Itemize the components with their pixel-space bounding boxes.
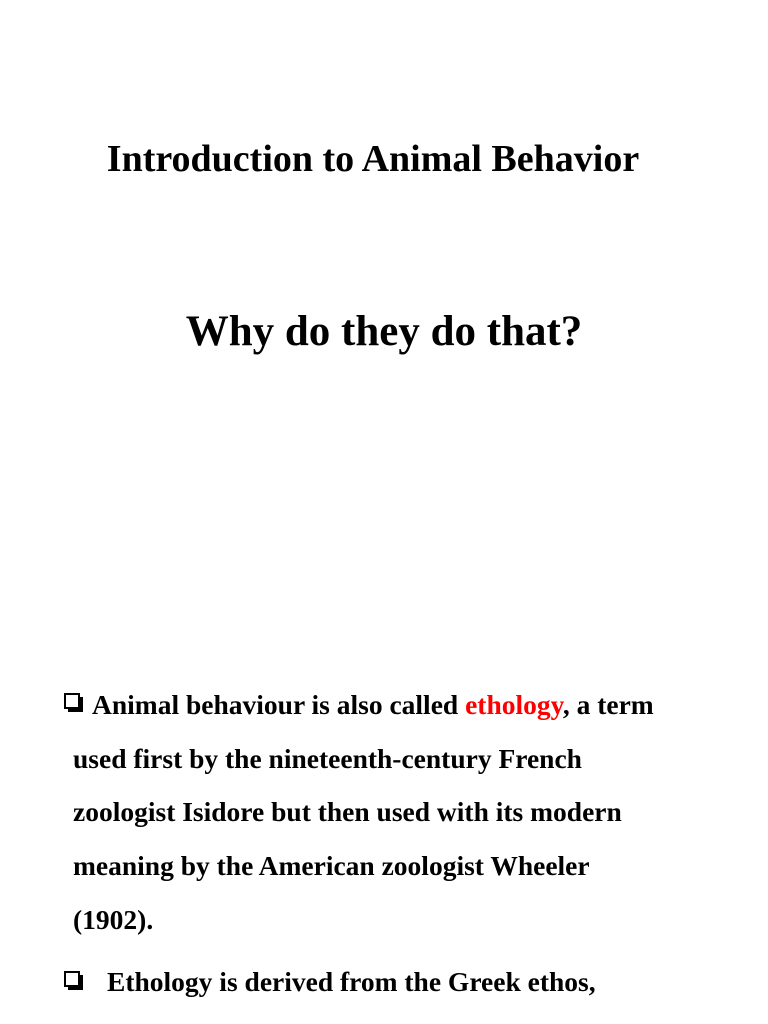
- page-title: Introduction to Animal Behavior: [106, 138, 640, 180]
- bullet-line: used first by the nineteenth-century French: [73, 743, 582, 774]
- bullet-text-before: Animal behaviour is also called: [92, 689, 466, 720]
- checkbox-bullet-icon: [64, 971, 80, 987]
- page-subtitle: Why do they do that?: [185, 308, 583, 355]
- bullet-line: meaning by the American zoologist Wheeler: [73, 850, 590, 881]
- checkbox-bullet-icon: [64, 693, 80, 709]
- bullet-first-line: [92, 685, 654, 725]
- bullet-line: zoologist Isidore but then used with its modern: [73, 796, 622, 827]
- highlight-term: ethology: [465, 689, 563, 720]
- bullet-text: Ethology is derived from the Greek ethos,: [107, 966, 596, 997]
- bullet-text-after: , a term: [562, 689, 654, 720]
- bullet-line: (1902).: [73, 904, 154, 935]
